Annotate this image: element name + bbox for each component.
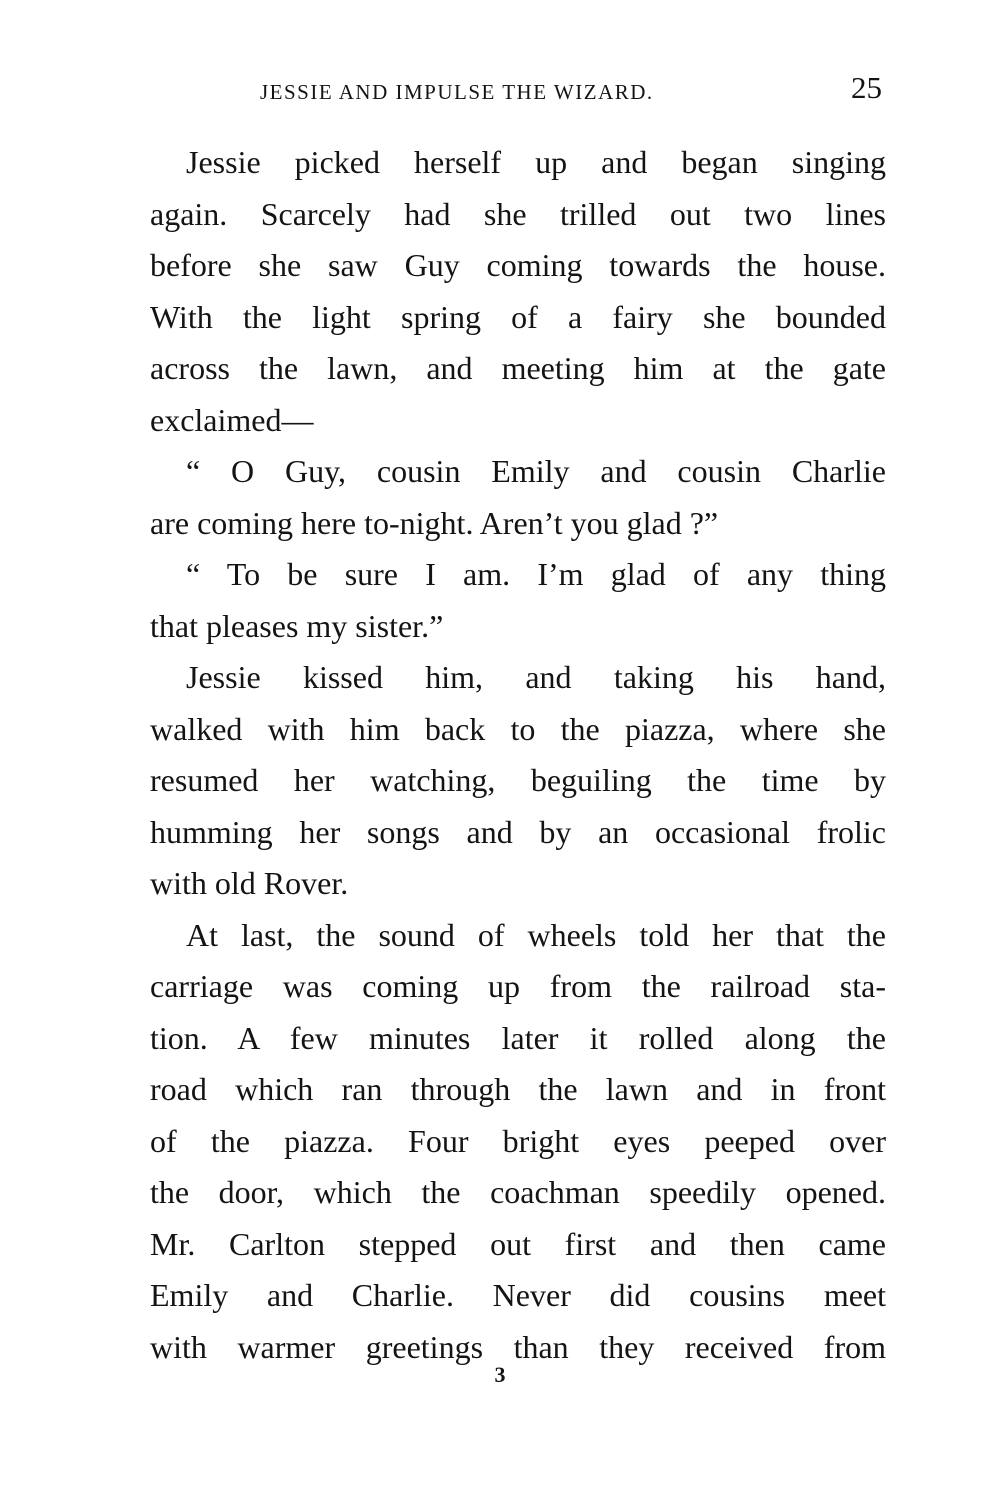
text-line: Mr. Carlton stepped out first and then came xyxy=(150,1225,886,1262)
text-line: “ O Guy, cousin Emily and cousin Charlie xyxy=(186,453,886,489)
text-line: resumed her watching, beguiling the time by xyxy=(150,762,886,798)
text-line: with warmer greetings than they received from xyxy=(150,1328,886,1365)
paragraph xyxy=(150,549,886,652)
text-line: Emily and Charlie. Never did cousins meet xyxy=(150,1277,886,1313)
text-line: before she saw Guy coming towards the house. xyxy=(150,247,886,283)
page-number: 25 xyxy=(851,70,882,105)
text-line: of the piazza. Four bright eyes peeped over xyxy=(150,1122,886,1159)
running-title: JESSIE AND IMPULSE THE WIZARD. xyxy=(260,80,654,104)
text-line: across the lawn, and meeting him at the gate xyxy=(150,350,886,386)
text-line: the door, which the coachman speedily opened. xyxy=(150,1174,886,1210)
text-line: with old Rover. xyxy=(150,865,349,901)
body-text xyxy=(150,137,886,1373)
text-line: At last, the sound of wheels told her that the xyxy=(186,916,886,953)
text-line: carriage was coming up from the railroad sta- xyxy=(150,968,886,1004)
text-line: tion. A few minutes later it rolled along the xyxy=(150,1019,886,1056)
text-line: that pleases my sister.” xyxy=(150,607,444,644)
text-line: exclaimed— xyxy=(150,401,314,438)
paragraph xyxy=(150,137,886,446)
text-line: walked with him back to the piazza, where she xyxy=(150,710,886,747)
paragraph xyxy=(150,910,886,1374)
text-line: again. Scarcely had she trilled out two lines xyxy=(150,195,886,232)
text-line: road which ran through the lawn and in front xyxy=(150,1071,886,1107)
text-line: Jessie picked herself up and began singing xyxy=(186,144,886,180)
paragraph xyxy=(150,652,886,910)
paragraph xyxy=(150,446,886,549)
signature-mark: 3 xyxy=(494,1362,506,1387)
running-head xyxy=(260,70,882,110)
text-line: With the light spring of a fairy she bounded xyxy=(150,298,886,335)
text-line: Jessie kissed him, and taking his hand, xyxy=(186,659,886,695)
text-line: are coming here to-night. Aren’t you glad ?” xyxy=(150,504,719,541)
text-line: “ To be sure I am. I’m glad of any thing xyxy=(186,556,886,592)
text-line: humming her songs and by an occasional frolic xyxy=(150,813,886,850)
